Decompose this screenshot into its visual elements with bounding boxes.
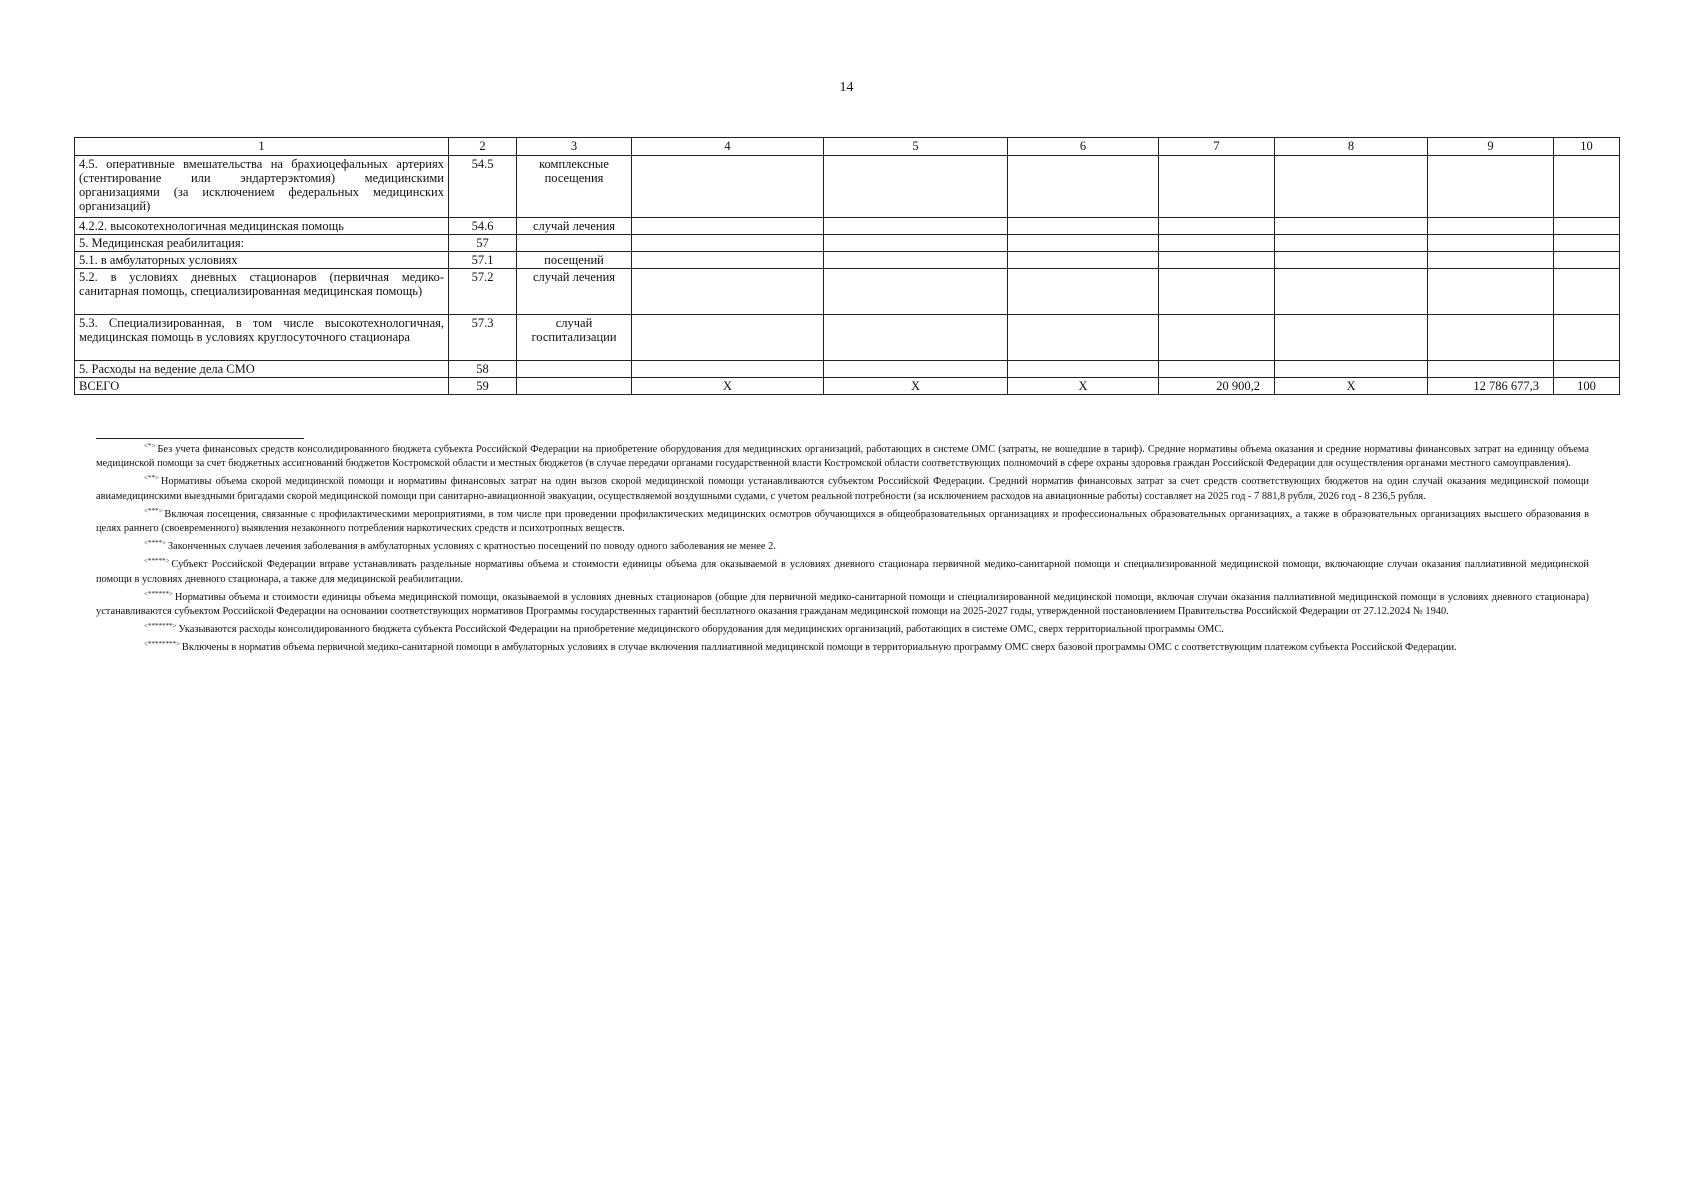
cell — [1008, 269, 1159, 315]
total-col-7: 20 900,2 — [1159, 378, 1275, 395]
table-row — [75, 269, 1620, 315]
footnote-text: Включая посещения, связанные с профилактическими мероприятиями, в том числе при проведении профилактических медицинских осмотров обучающихся в общеобразовательных организациях и профессиональных образовательных организациях, а также в образовательных организациях высшего образования в целях раннего (своевременного) выявления незаконного потребления наркотических средств и психотропных веществ. — [96, 508, 1589, 535]
cell — [1554, 361, 1620, 378]
total-col-9: 12 786 677,3 — [1428, 378, 1554, 395]
cell — [1275, 156, 1428, 218]
header-row — [75, 138, 1620, 156]
row-unit — [517, 235, 632, 252]
cell — [1008, 252, 1159, 269]
footnote-text: Указываются расходы консолидированного бюджета субъекта Российской Федерации на приобретение медицинского оборудования для медицинских организаций, работающих в системе ОМС, сверх территориальной программы ОМС. — [178, 624, 1224, 636]
cell — [824, 315, 1008, 361]
row-name: 5.3. Специализированная, в том числе высокотехнологичная, медицинская помощь в условиях круглосуточного стационара — [75, 315, 449, 361]
cell — [632, 269, 824, 315]
total-code: 59 — [449, 378, 517, 395]
cell — [632, 235, 824, 252]
footnote-text: Законченных случаев лечения заболевания в амбулаторных условиях с кратностью посещений по поводу одного заболевания не менее 2. — [167, 541, 776, 553]
footnote-mark: <****> — [144, 539, 166, 548]
col-header: 8 — [1275, 138, 1428, 156]
footnote-mark: <********> — [144, 640, 180, 649]
cell — [1008, 218, 1159, 235]
cell — [1159, 361, 1275, 378]
row-unit: посещений — [517, 252, 632, 269]
row-code: 54.5 — [449, 156, 517, 218]
table-row — [75, 252, 1620, 269]
row-name: 5.2. в условиях дневных стационаров (первичная медико-санитарная помощь, специализированная медицинская помощь) — [75, 269, 449, 315]
footnote-text: Нормативы объема и стоимости единицы объема медицинской помощи, оказываемой в условиях дневных стационаров (общие для первичной медико-санитарной помощи и специализированной медицинской помощи, включая случаи оказания паллиативной медицинской помощи в условиях дневного стационара) устанавливаются субъектом Российской Федерации на основании соответствующих нормативов Программы государственных гарантий бесплатного оказания гражданам медицинской помощи на 2025-2027 годы, утвержденной постановлением Правительства Российской Федерации от 27.12.2024 № 1940. — [96, 591, 1589, 618]
cell — [1554, 235, 1620, 252]
cell — [1428, 269, 1554, 315]
row-unit: случай лечения — [517, 269, 632, 315]
table-row — [75, 235, 1620, 252]
cell — [1428, 156, 1554, 218]
footnote-text: Субъект Российской Федерации вправе устанавливать раздельные нормативы объема и стоимости единицы объема для оказываемой в условиях дневного стационара первичной медико-санитарной помощи и специализированной медицинской помощи, включающие случаи оказания паллиативной медицинской помощи в условиях дневного стационара, а также для медицинской реабилитации. — [96, 559, 1589, 585]
col-header: 7 — [1159, 138, 1275, 156]
footnote-text: Без учета финансовых средств консолидированного бюджета субъекта Российской Федерации на приобретение оборудования для медицинских организаций, работающих в системе ОМС (затраты, не вошедшие в тариф). Средние нормативы объема оказания и средние нормативы финансовых затрат на единицу объема медицинской помощи за счет бюджетных ассигнований бюджетов Костромской области и местных бюджетов (в случае передачи органами государственной власти Костромской области соответствующих полномочий в сфере охраны здоровья граждан Российской Федерации для осуществления органами местного самоуправления). — [96, 444, 1589, 470]
cell — [1554, 315, 1620, 361]
footnote-mark: <***> — [144, 506, 163, 515]
table-row — [75, 218, 1620, 235]
row-name: 5.1. в амбулаторных условиях — [75, 252, 449, 269]
table-row — [75, 315, 1620, 361]
cell — [1008, 315, 1159, 361]
cell — [1008, 361, 1159, 378]
footnote — [96, 587, 1589, 619]
col-header: 2 — [449, 138, 517, 156]
cell — [1275, 218, 1428, 235]
row-unit: случай лечения — [517, 218, 632, 235]
cell — [1159, 315, 1275, 361]
footnote — [96, 619, 1589, 637]
col-header: 10 — [1554, 138, 1620, 156]
row-unit: комплексные посещения — [517, 156, 632, 218]
cell — [1554, 218, 1620, 235]
col-header: 5 — [824, 138, 1008, 156]
row-name: 4.5. оперативные вмешательства на брахиоцефальных артериях (стентирование или эндартерэктомия) медицинскими организациями (за исключением федеральных медицинских организаций) — [75, 156, 449, 218]
total-col-10: 100 — [1554, 378, 1620, 395]
cell — [1275, 315, 1428, 361]
cell — [824, 218, 1008, 235]
cell — [1275, 235, 1428, 252]
row-unit — [517, 361, 632, 378]
footnote-mark: <*******> — [144, 622, 177, 631]
cell — [1428, 235, 1554, 252]
footnote-mark: <*> — [144, 442, 156, 450]
cell — [824, 361, 1008, 378]
total-unit — [517, 378, 632, 395]
norms-table — [74, 137, 1620, 395]
cell — [1554, 156, 1620, 218]
row-code: 57 — [449, 235, 517, 252]
col-header: 6 — [1008, 138, 1159, 156]
table-row — [75, 361, 1620, 378]
table-row — [75, 156, 1620, 218]
col-header: 3 — [517, 138, 632, 156]
cell — [632, 156, 824, 218]
total-label: ВСЕГО — [75, 378, 449, 395]
cell — [1275, 252, 1428, 269]
total-col-6: Х — [1008, 378, 1159, 395]
row-code: 58 — [449, 361, 517, 378]
row-name: 5. Медицинская реабилитация: — [75, 235, 449, 252]
cell — [824, 252, 1008, 269]
cell — [632, 361, 824, 378]
cell — [632, 252, 824, 269]
row-code: 57.1 — [449, 252, 517, 269]
total-col-8: Х — [1275, 378, 1428, 395]
cell — [1554, 252, 1620, 269]
footnote — [96, 637, 1589, 655]
footnote — [96, 554, 1589, 586]
cell — [1428, 252, 1554, 269]
total-col-4: Х — [632, 378, 824, 395]
col-header: 4 — [632, 138, 824, 156]
cell — [1428, 218, 1554, 235]
row-name: 4.2.2. высокотехнологичная медицинская помощь — [75, 218, 449, 235]
row-code: 57.2 — [449, 269, 517, 315]
cell — [1008, 235, 1159, 252]
row-name: 5. Расходы на ведение дела СМО — [75, 361, 449, 378]
cell — [1159, 252, 1275, 269]
footnote-mark: <*****> — [144, 557, 170, 566]
total-row — [75, 378, 1620, 395]
cell — [1428, 315, 1554, 361]
cell — [1428, 361, 1554, 378]
cell — [1159, 235, 1275, 252]
cell — [824, 156, 1008, 218]
footnote — [96, 536, 1589, 554]
footnotes — [96, 439, 1589, 656]
cell — [632, 218, 824, 235]
cell — [1159, 156, 1275, 218]
cell — [1275, 361, 1428, 378]
footnote — [96, 504, 1589, 536]
col-header: 1 — [75, 138, 449, 156]
cell — [1159, 269, 1275, 315]
footnote-mark: <**> — [144, 474, 159, 483]
page-number: 14 — [839, 80, 854, 95]
footnote-text: Включены в норматив объема первичной медико-санитарной помощи в амбулаторных условиях в случае включения паллиативной медицинской помощи в территориальную программу ОМС сверх базовой программы ОМС с соответствующим платежом субъекта Российской Федерации. — [181, 642, 1457, 654]
total-col-5: Х — [824, 378, 1008, 395]
row-code: 54.6 — [449, 218, 517, 235]
footnote-text: Нормативы объема скорой медицинской помощи и нормативы финансовых затрат на один вызов скорой медицинской помощи устанавливаются субъектом Российской Федерации. Средний норматив финансовых затрат за счет средств соответствующих бюджетов на один случай оказания медицинской помощи авиамедицинскими выездными бригадами скорой медицинской помощи при санитарно-авиационной эвакуации, осуществляемой воздушными судами, с учетом реальной потребности (за исключением расходов на авиационные работы) составляет на 2025 год - 7 881,8 рубля, 2026 год - 8 236,5 рубля. — [96, 476, 1589, 502]
cell — [824, 269, 1008, 315]
footnote — [96, 471, 1589, 503]
footnote — [96, 439, 1589, 471]
row-code: 57.3 — [449, 315, 517, 361]
footnote-mark: <******> — [144, 589, 173, 598]
cell — [1275, 269, 1428, 315]
cell — [1008, 156, 1159, 218]
cell — [1159, 218, 1275, 235]
cell — [632, 315, 824, 361]
col-header: 9 — [1428, 138, 1554, 156]
row-unit: случай госпитализации — [517, 315, 632, 361]
cell — [1554, 269, 1620, 315]
cell — [824, 235, 1008, 252]
